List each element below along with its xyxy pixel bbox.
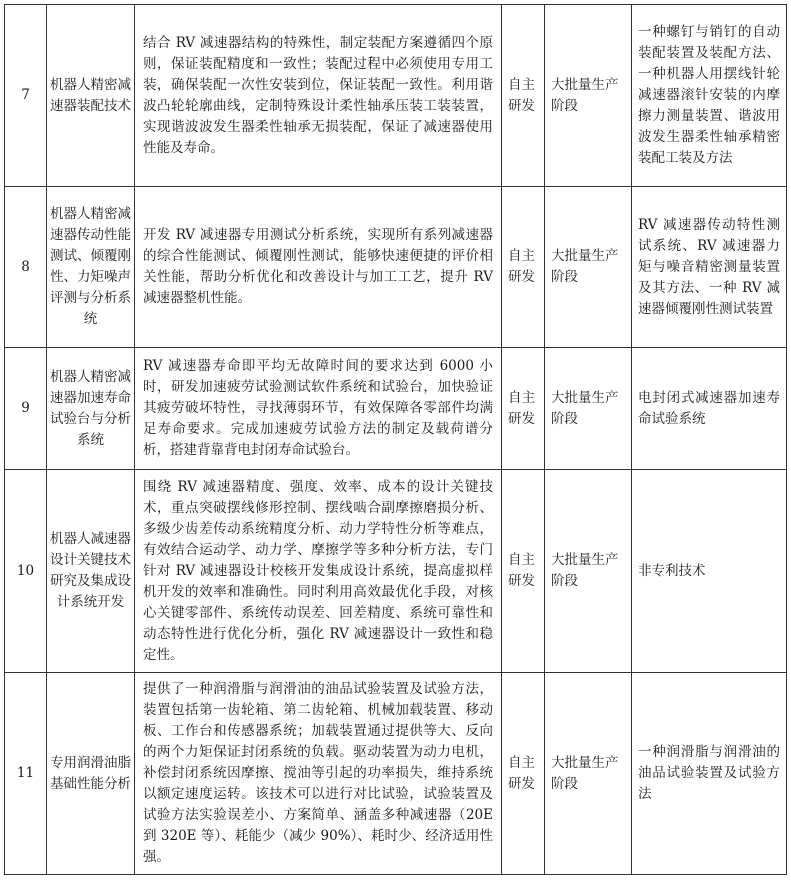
technology-stage: 大批量生产阶段 — [545, 187, 632, 348]
technology-name: 机器人精密减速器装配技术 — [47, 5, 135, 187]
related-patents: RV 减速器传动特性测试系统、RV 减速器力矩与噪音精密测量装置及其方法、一种 RV 减速器倾覆刚性测试装置 — [632, 187, 787, 348]
technology-source: 自主研发 — [502, 187, 545, 348]
technology-stage: 大批量生产阶段 — [545, 5, 632, 187]
table-row — [5, 348, 787, 470]
related-patents: 一种螺钉与销钉的自动装配装置及装配方法、一种机器人用摆线针轮减速器滚针安装的内摩擦力测量装置、谐波用波发生器柔性轴承精密装配工装及方法 — [632, 5, 787, 187]
row-number: 9 — [5, 348, 47, 470]
technology-name: 专用润滑油脂基础性能分析 — [47, 673, 135, 875]
technology-source: 自主研发 — [502, 470, 545, 673]
technology-description: 围绕 RV 减速器精度、强度、效率、成本的设计关键技术，重点突破摆线修形控制、摆线啮合副摩擦磨损分析、多级少齿差传动系统精度分析、动力学特性分析等难点，有效结合运动学、动力学、摩擦学等多种分析方法，专门针对 RV 减速器设计校核开发集成设计系统，提高虚拟样机开发的效率和准确性。同时利用高效最优化手段，对核心关键零部件、系统传动误差、回差精度、系统可靠性和动态特性进行优化分析，强化 RV 减速器设计一致性和稳定性。 — [135, 470, 502, 673]
technology-source: 自主研发 — [502, 348, 545, 470]
row-number: 8 — [5, 187, 47, 348]
technology-description: 提供了一种润滑脂与润滑油的油品试验装置及试验方法，装置包括第一齿轮箱、第二齿轮箱、机械加载装置、移动板、工作台和传感器系统；加载装置通过提供等大、反向的两个力矩保证封闭系统的负载。驱动装置为动力电机，补偿封闭系统因摩擦、搅油等引起的功率损失，维持系统以额定速度运转。该技术可以进行对比试验，试验装置及试验方法实验误差小、方案简单、涵盖多种减速器（20E 到 320E 等）、耗能少（减少 90%）、耗时少、经济适用性强。 — [135, 673, 502, 875]
technology-source: 自主研发 — [502, 673, 545, 875]
row-number: 7 — [5, 5, 47, 187]
row-number: 11 — [5, 673, 47, 875]
table-row — [5, 673, 787, 875]
technology-source: 自主研发 — [502, 5, 545, 187]
technology-description: 开发 RV 减速器专用测试分析系统，实现所有系列减速器的综合性能测试、倾覆刚性测试，能够快速便捷的评价相关性能，帮助分析优化和改善设计与加工工艺，提升 RV 减速器整机性能。 — [135, 187, 502, 348]
related-patents: 一种润滑脂与润滑油的油品试验装置及试验方法 — [632, 673, 787, 875]
technology-stage: 大批量生产阶段 — [545, 348, 632, 470]
table-row — [5, 470, 787, 673]
technology-stage: 大批量生产阶段 — [545, 673, 632, 875]
related-patents: 电封闭式减速器加速寿命试验系统 — [632, 348, 787, 470]
technology-name: 机器人减速器设计关键技术研究及集成设计系统开发 — [47, 470, 135, 673]
table-row — [5, 5, 787, 187]
technology-name: 机器人精密减速器加速寿命试验台与分析系统 — [47, 348, 135, 470]
technology-stage: 大批量生产阶段 — [545, 470, 632, 673]
technology-description: RV 减速器寿命即平均无故障时间的要求达到 6000 小时，研发加速疲劳试验测试软件系统和试验台，加快验证其疲劳破坏特性，寻找薄弱环节，有效保障各零部件均满足寿命要求。完成加速疲劳试验方法的制定及载荷谱分析，搭建背靠背电封闭寿命试验台。 — [135, 348, 502, 470]
row-number: 10 — [5, 470, 47, 673]
technology-name: 机器人精密减速器传动性能测试、倾覆刚性、力矩噪声评测与分析系统 — [47, 187, 135, 348]
technology-table — [4, 4, 787, 875]
related-patents: 非专利技术 — [632, 470, 787, 673]
table-row — [5, 187, 787, 348]
technology-description: 结合 RV 减速器结构的特殊性，制定装配方案遵循四个原则，保证装配精度和一致性；装配过程中必须使用专用工装，确保装配一次性安装到位，保证装配一致性。利用谐波凸轮轮廓曲线，定制特殊设计柔性轴承压装工装装置，实现谐波波发生器柔性轴承无损装配，保证了减速器使用性能及寿命。 — [135, 5, 502, 187]
